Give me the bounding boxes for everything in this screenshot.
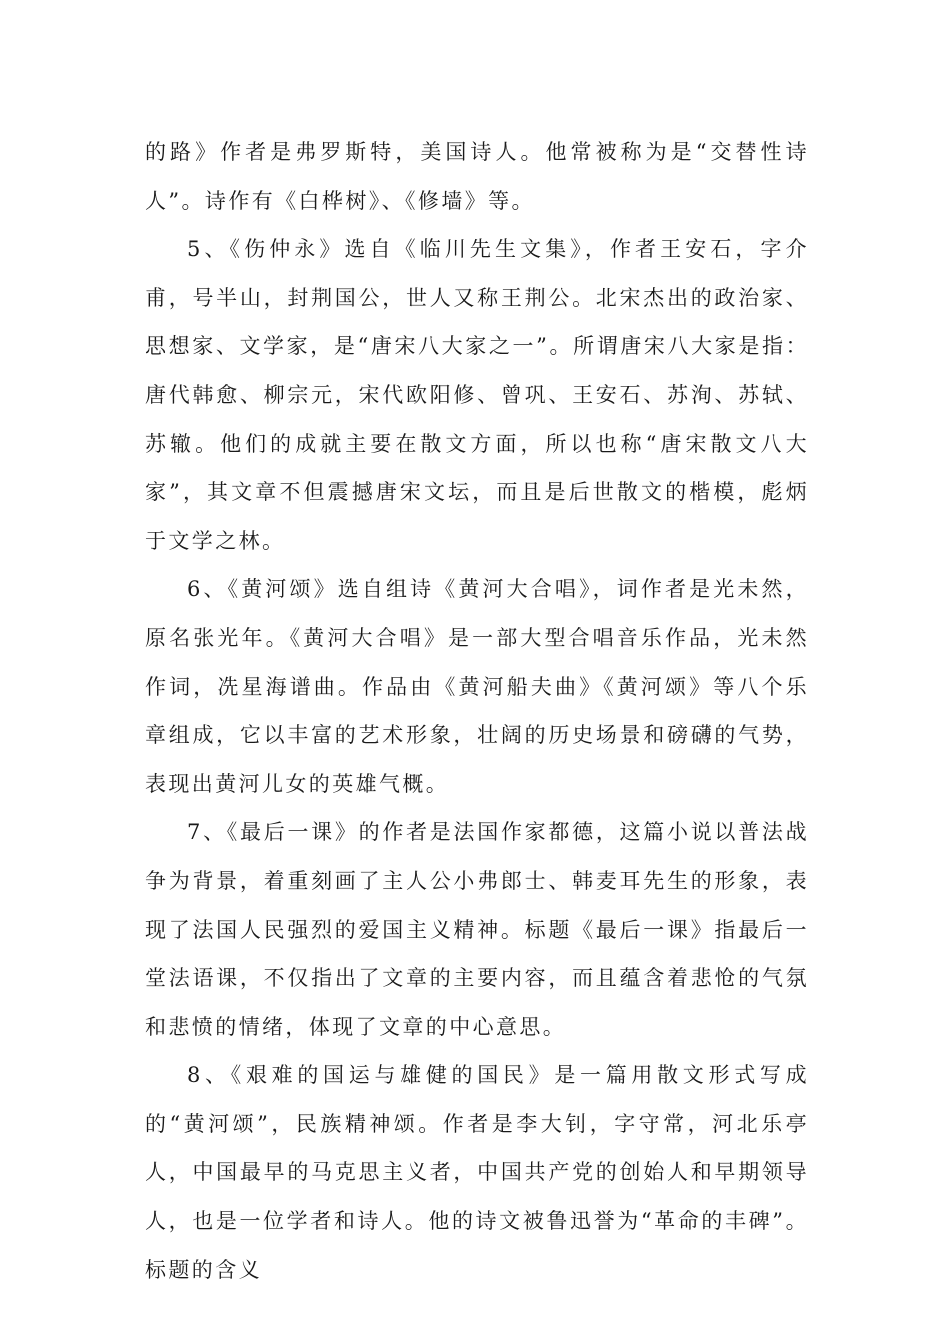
paragraph-item-5: 5、《伤仲永》选自《临川先生文集》，作者王安石，字介甫，号半山，封荆国公，世人又称王荆公。北宋杰出的政治家、思想家、文学家，是“唐宋八大家之一”。所谓唐宋八大家是指：唐代韩愈、柳宗元，宋代欧阳修、曾巩、王安石、苏洵、苏轼、苏辙。他们的成就主要在散文方面，所以也称“唐宋散文八大家”，其文章不但震撼唐宋文坛，而且是后世散文的楷模，彪炳于文学之林。 — [145, 237, 809, 553]
paragraph-item-8: 8、《艰难的国运与雄健的国民》是一篇用散文形式写成的“黄河颂”，民族精神颂。作者是李大钊，字守常，河北乐亭人，中国最早的马克思主义者，中国共产党的创始人和早期领导人，也是一位学者和诗人。他的诗文被鲁迅誉为“革命的丰碑”。标题的含义 — [145, 1063, 809, 1282]
paragraph-item-7: 7、《最后一课》的作者是法国作家都德，这篇小说以普法战争为背景，着重刻画了主人公小弗郎士、韩麦耳先生的形象，表现了法国人民强烈的爱国主义精神。标题《最后一课》指最后一堂法语课，不仅指出了文章的主要内容，而且蕴含着悲怆的气氛和悲愤的情绪，体现了文章的中心意思。 — [145, 820, 809, 1039]
document-body — [145, 128, 809, 1294]
paragraph-item-6: 6、《黄河颂》选自组诗《黄河大合唱》，词作者是光未然，原名张光年。《黄河大合唱》是一部大型合唱音乐作品，光未然作词，冼星海谱曲。作品由《黄河船夫曲》《黄河颂》等八个乐章组成，它以丰富的艺术形象，壮阔的历史场景和磅礴的气势，表现出黄河儿女的英雄气概。 — [145, 577, 809, 796]
paragraph-continuation: 的路》作者是弗罗斯特，美国诗人。他常被称为是“交替性诗人”。诗作有《白桦树》、《修墙》等。 — [145, 140, 809, 213]
